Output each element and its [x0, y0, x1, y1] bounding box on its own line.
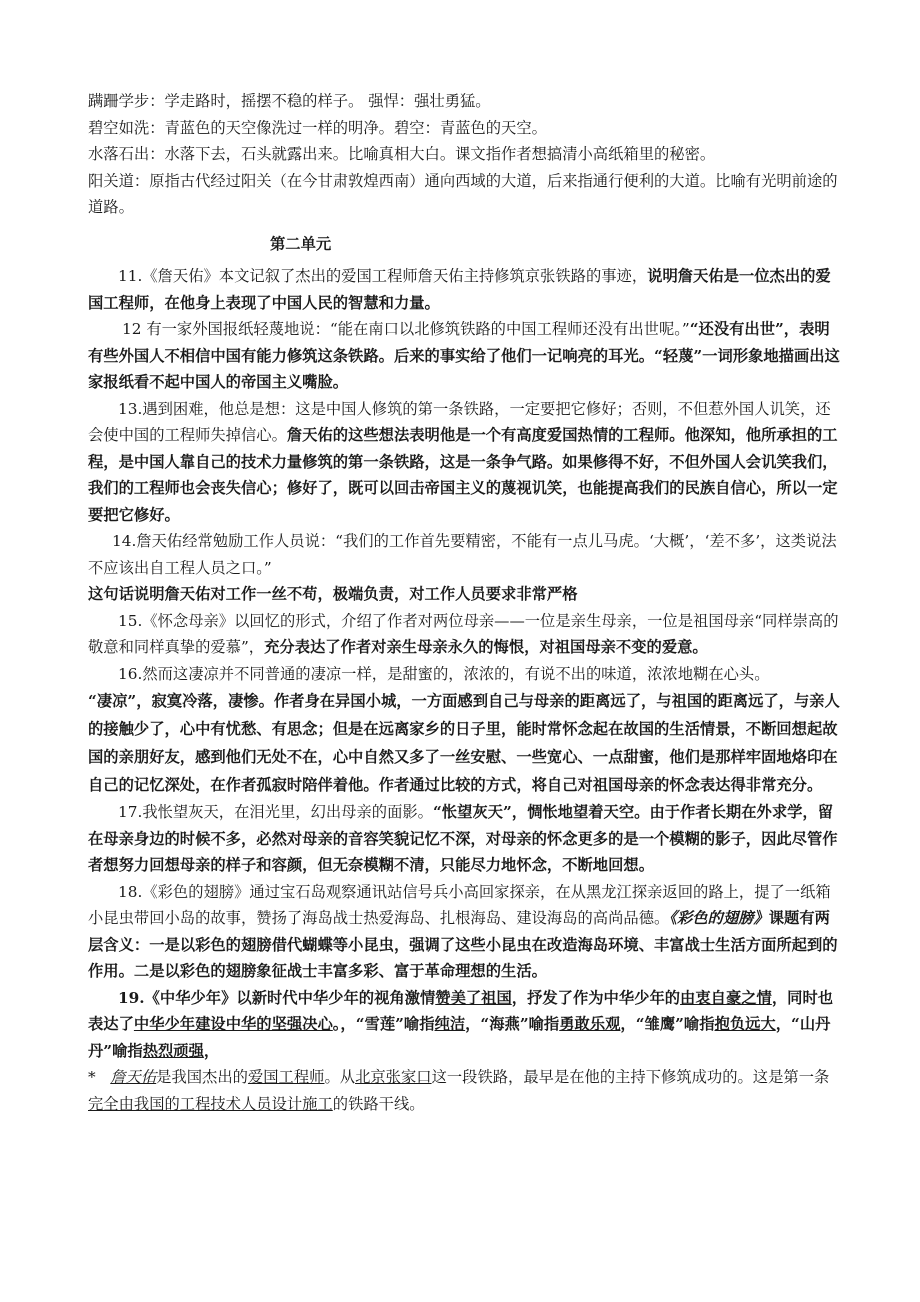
- underlined-phrase: 詹天佑: [110, 1068, 157, 1086]
- vocab-line: 阳关道：原指古代经过阳关（在今甘肃敦煌西南）通向西域的大道，后来指通行便利的大道。比喻有光明前途的道路。: [88, 171, 838, 216]
- paragraph-17: [88, 799, 840, 879]
- paragraph-text: 12 有一家外国报纸轻蔑地说：“能在南口以北修筑铁路的中国工程师还没有出世呢。”: [122, 320, 690, 338]
- underlined-phrase: 纯洁: [434, 1015, 466, 1033]
- vocab-line: 碧空如洗：青蓝色的天空像洗过一样的明净。碧空：青蓝色的天空。: [88, 118, 547, 137]
- paragraph-19: [88, 985, 840, 1065]
- bold-note: 这句话说明詹天佑对工作一丝不苟，极端负责，对工作人员要求非常严格: [88, 585, 578, 603]
- underlined-phrase: 赞美了祖国: [435, 988, 512, 1007]
- text-run: 的铁路干线。: [332, 1094, 425, 1113]
- paragraph-13: [88, 396, 840, 529]
- text-run: ，“雏鹰”喻指: [620, 1015, 715, 1033]
- text-run: ，: [203, 1041, 220, 1060]
- bold-note: 课题有两层含义：一是以彩色的翅膀借代蝴蝶等小昆虫，强调了这些小昆虫在改造海岛环境、丰富战士生活方面所起到的作用。二是以彩色的翅膀象征战士丰富多彩、富于革命理想的生活。: [88, 909, 838, 980]
- text-run: 。从: [324, 1068, 356, 1086]
- text-run: ，“海燕”喻指: [465, 1015, 560, 1033]
- vocab-line: 水落石出：水落下去，石头就露出来。比喻真相大白。课文指作者想搞清小高纸箱里的秘密。: [88, 145, 716, 163]
- text-run: ，同时也表达了: [88, 988, 834, 1033]
- bold-note: 充分表达了作者对亲生母亲永久的悔恨，对祖国母亲不变的爱意。: [264, 638, 708, 656]
- underlined-phrase: 北京张家口: [355, 1068, 432, 1086]
- underlined-phrase: 勇敢乐观: [559, 1015, 621, 1033]
- underlined-phrase: 由衷自豪之情: [680, 988, 772, 1007]
- paragraph-16: [88, 661, 840, 688]
- bold-note: “怅望灰天”，惆怅地望着天空。由于作者长期在外求学，留在母亲身边的时候不多，必然对母亲的音容笑貌记忆不深，对母亲的怀念更多的是一个模糊的影子，因此尽管作者想努力回想母亲的样子和容颜，但无奈模糊不清，只能尽力地怀念，不断地回想。: [88, 803, 838, 874]
- bold-note: “还没有出世”，表明有些外国人不相信中国有能力修筑这条铁路。后来的事实给了他们一记响亮的耳光。“轻蔑”一词形象地描画出这家报纸看不起中国人的帝国主义嘴脸。: [88, 320, 840, 391]
- underlined-phrase: 完全由我国的工程技术人员设计施工: [88, 1094, 333, 1113]
- bullet-star: *: [88, 1068, 96, 1086]
- text-run: 这一段铁路，最早是在他的主持下修筑成功的。这是第一条: [431, 1068, 830, 1086]
- vocab-line: 蹒跚学步：学走路时，摇摆不稳的样子。 强悍：强壮勇猛。: [88, 92, 491, 110]
- text-run: 。，“雪莲”喻指: [332, 1015, 435, 1033]
- text-run: ，“山丹丹”喻指: [88, 1015, 831, 1060]
- underlined-phrase: 抱负远大: [714, 1015, 776, 1033]
- underlined-phrase: 热烈顽强: [142, 1041, 204, 1060]
- paragraph-11: [88, 263, 840, 316]
- text-run: 是我国杰出的: [156, 1068, 248, 1086]
- underlined-phrase: 中华少年建设中华的坚强决心: [133, 1015, 333, 1033]
- paragraph-text: 16.然而这凄凉并不同普通的凄凉一样，是甜蜜的，浓浓的，有说不出的味道，浓浓地糊在心头。: [118, 664, 770, 683]
- paragraph-text: 13.遇到困难，他总是想：这是中国人修筑的第一条铁路，一定要把它修好；否则，不但惹外国人讥笑，还会使中国的工程师失掉信心。: [88, 399, 831, 444]
- bold-note: 说明詹天佑是一位杰出的爱国工程师，在他身上表现了中国人民的智慧和力量。: [88, 267, 831, 312]
- unit-title: 第二单元: [270, 234, 332, 253]
- underlined-phrase: 爱国工程师: [247, 1068, 325, 1086]
- star-note: [88, 1064, 840, 1117]
- bold-note: 詹天佑的这些想法表明他是一个有高度爱国热情的工程师。他深知，他所承担的工程，是中国人靠自己的技术力量修筑的第一条铁路，这是一条争气路。如果修得不好，不但外国人会讥笑我们，我们的工程师也会丧失信心；修好了，既可以回击帝国主义的蔑视讥笑，也能提高我们的民族自信心，所以一定要把它修好。: [88, 426, 838, 524]
- paragraph-15: [88, 608, 840, 661]
- paragraph-text: 14.詹天佑经常勉励工作人员说：“我们的工作首先要精密，不能有一点儿马虎。‘大概’，‘差不多’，这类说法不应该出自工程人员之口。”: [88, 532, 837, 577]
- paragraph-text: 15.《怀念母亲》以回忆的形式，介绍了作者对两位母亲——一位是亲生母亲，一位是祖国母亲“同样崇高的敬意和同样真挚的爱慕”，: [88, 611, 839, 656]
- paragraph-text: 18.《彩色的翅膀》通过宝石岛观察通讯站信号兵小高回家探亲，在从黑龙江探亲返回的路上，提了一纸箱小昆虫带回小岛的故事，赞扬了海岛战士热爱海岛、扎根海岛、建设海岛的高尚品德。: [88, 882, 831, 927]
- paragraph-18: [88, 879, 840, 985]
- bold-note: “凄凉”，寂寞冷落，凄惨。作者身在异国小城，一方面感到自己与母亲的距离远了，与祖国的距离远了，与亲人的接触少了，心中有忧愁、有思念；但是在远离家乡的日子里，能时常怀念起在故国的生活情景，不断回想起故国的亲朋好友，感到他们无处不在，心中自然又多了一丝安慰、一些宽心、一点甜蜜，他们是那样牢固地烙印在自己的记忆深处，在作者孤寂时陪伴着他。作者通过比较的方式，将自己对祖国母亲的怀念表达得非常充分。: [88, 692, 840, 794]
- document-page: [88, 88, 840, 1117]
- paragraph-12: [88, 316, 840, 396]
- text-run: 19.《中华少年》以新时代中华少年的视角激情: [118, 988, 436, 1007]
- paragraph-text: 11.《詹天佑》本文记叙了杰出的爱国工程师詹天佑主持修筑京张铁路的事迹，: [118, 267, 648, 285]
- lesson-title: 《彩色的翅膀》: [669, 909, 769, 927]
- text-run: ，抒发了作为中华少年的: [511, 988, 681, 1007]
- paragraph-14: [88, 528, 840, 581]
- paragraph-text: 17.我怅望灰天，在泪光里，幻出母亲的面影。: [118, 803, 433, 821]
